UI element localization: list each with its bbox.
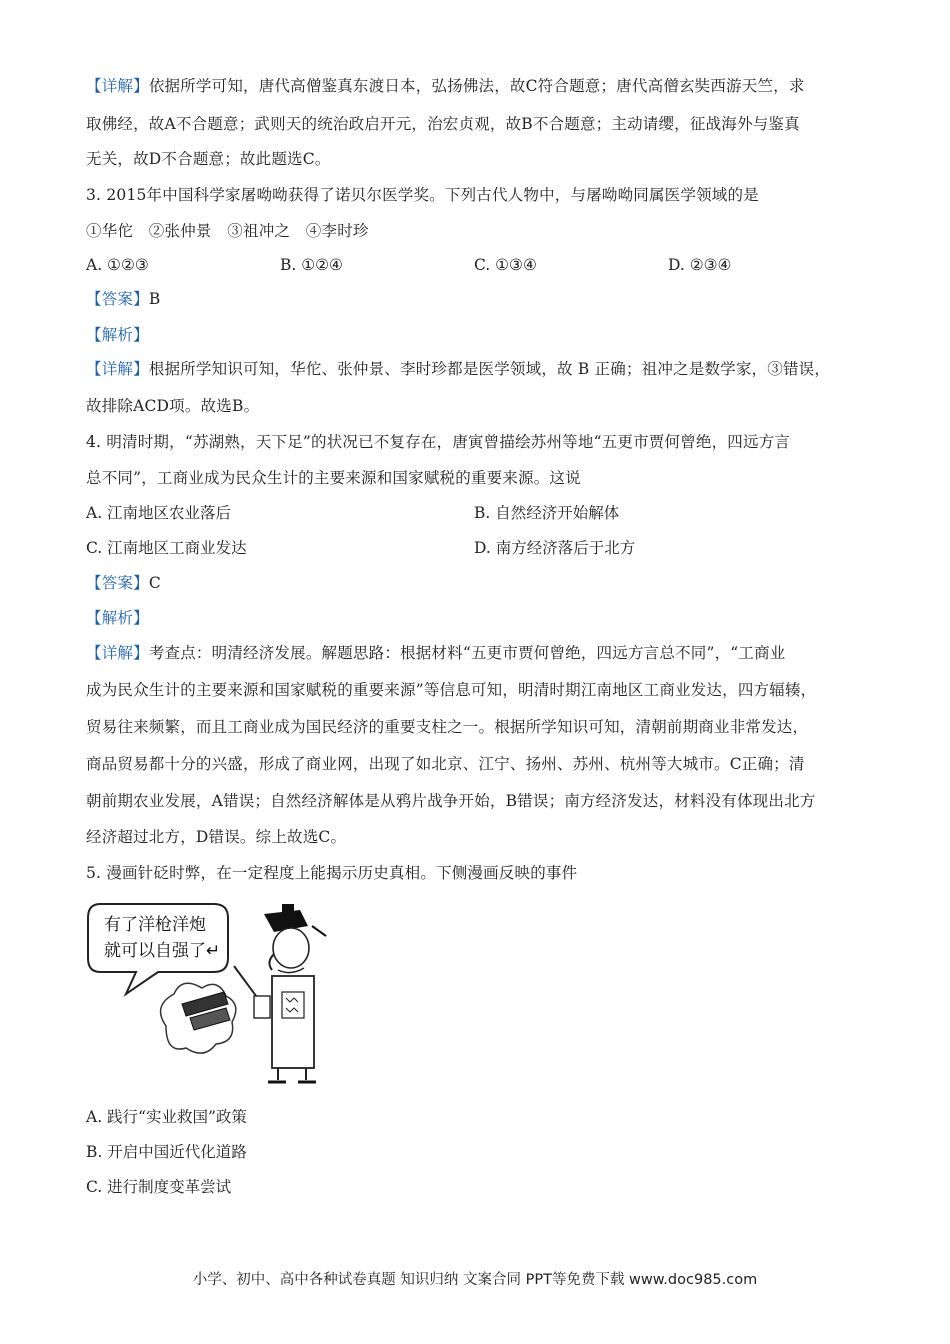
q4-detail-line-1: 【详解】考查点：明清经济发展。解题思路：根据材料“五更市贾何曾绝，四远方言总不同”，“工商业	[86, 644, 786, 662]
answer-value: C	[148, 574, 161, 592]
official-figure	[254, 904, 326, 1082]
q3-stem: 3. 2015年中国科学家屠呦呦获得了诺贝尔医学奖。下列古代人物中，与屠呦呦同属医学领域的是	[86, 186, 759, 204]
q3-option-c: C. ①③④	[474, 256, 537, 274]
q4-detail-line-2: 成为民众生计的主要来源和国家赋税的重要来源”等信息可知，明清时期江南地区工商业发达，四方辐辏，	[86, 681, 817, 699]
detail-tag: 【详解】	[86, 360, 149, 378]
q4-detail-line-3: 贸易往来频繁，而且工商业成为国民经济的重要支柱之一。根据所学知识可知，清朝前期商业非常发达，	[86, 718, 809, 736]
q4-option-c: C. 江南地区工商业发达	[86, 539, 247, 557]
q4-option-b: B. 自然经济开始解体	[474, 504, 620, 522]
answer-tag: 【答案】	[86, 574, 149, 592]
q3-answer	[86, 288, 160, 310]
detail-tag: 【详解】	[86, 644, 149, 662]
q4-detail-line-4: 商品贸易都十分的兴盛，形成了商业网，出现了如北京、江宁、扬州、苏州、杭州等大城市。C正确；清	[86, 755, 805, 773]
q4-option-a: A. 江南地区农业落后	[86, 504, 232, 522]
q3-option-d: D. ②③④	[668, 256, 732, 274]
q4-option-d: D. 南方经济落后于北方	[474, 539, 636, 557]
q3-option-a: A. ①②③	[86, 256, 149, 274]
q4-detail-line-5: 朝前期农业发展，A错误；自然经济解体是从鸦片战争开始，B错误；南方经济发达，材料没有体现出北方	[86, 792, 816, 810]
bubble-line-1: 有了洋枪洋炮	[104, 915, 206, 935]
page-footer: 小学、初中、高中各种试卷真题 知识归纳 文案合同 PPT等免费下载 www.doc985.com	[192, 1272, 758, 1288]
q5-option-a: A. 践行“实业救国”政策	[86, 1108, 247, 1126]
q2-detail-line-1: 【详解】依据所学可知，唐代高僧鉴真东渡日本，弘扬佛法，故C符合题意；唐代高僧玄奘西游天竺，求	[86, 77, 805, 95]
q4-analysis-tag: 【解析】	[86, 609, 149, 627]
q3-detail-line-1: 【详解】根据所学知识可知，华佗、张仲景、李时珍都是医学领域，故 B 正确；祖冲之是数学家，③错误，	[86, 360, 831, 378]
q2-detail-line-2: 取佛经，故A不合题意；武则天的统治政启开元，治宏贞观，故B不合题意；主动请缨，征战海外与鉴真	[86, 115, 800, 133]
q4-stem-line-1: 4. 明清时期，“苏湖熟，天下足”的状况已不复存在，唐寅曾描绘苏州等地“五更市贾何曾绝，四远方言	[86, 433, 791, 451]
q4-answer	[86, 572, 161, 594]
bubble-line-2: 就可以自强了↵	[104, 941, 221, 961]
q3-analysis-tag: 【解析】	[86, 326, 149, 344]
q4-stem-line-2: 总不同”，工商业成为民众生计的主要来源和国家赋税的重要来源。这说	[86, 469, 581, 487]
q5-stem: 5. 漫画针砭时弊，在一定程度上能揭示历史真相。下侧漫画反映的事件	[86, 864, 578, 882]
q3-detail-line-2: 故排除ACD项。故选B。	[86, 397, 260, 415]
q2-detail-line-3: 无关，故D不合题意；故此题选C。	[86, 150, 331, 168]
q3-option-b: B. ①②④	[280, 256, 343, 274]
answer-tag: 【答案】	[86, 290, 149, 308]
q5-option-b: B. 开启中国近代化道路	[86, 1143, 247, 1161]
q5-option-c: C. 进行制度变革尝试	[86, 1178, 232, 1196]
detail-tag: 【详解】	[86, 77, 149, 95]
cartoon-illustration	[86, 896, 336, 1086]
answer-value: B	[148, 290, 161, 308]
q4-detail-line-6: 经济超过北方，D错误。综上故选C。	[86, 828, 347, 846]
q3-items: ①华佗 ②张仲景 ③祖冲之 ④李时珍	[86, 222, 369, 240]
